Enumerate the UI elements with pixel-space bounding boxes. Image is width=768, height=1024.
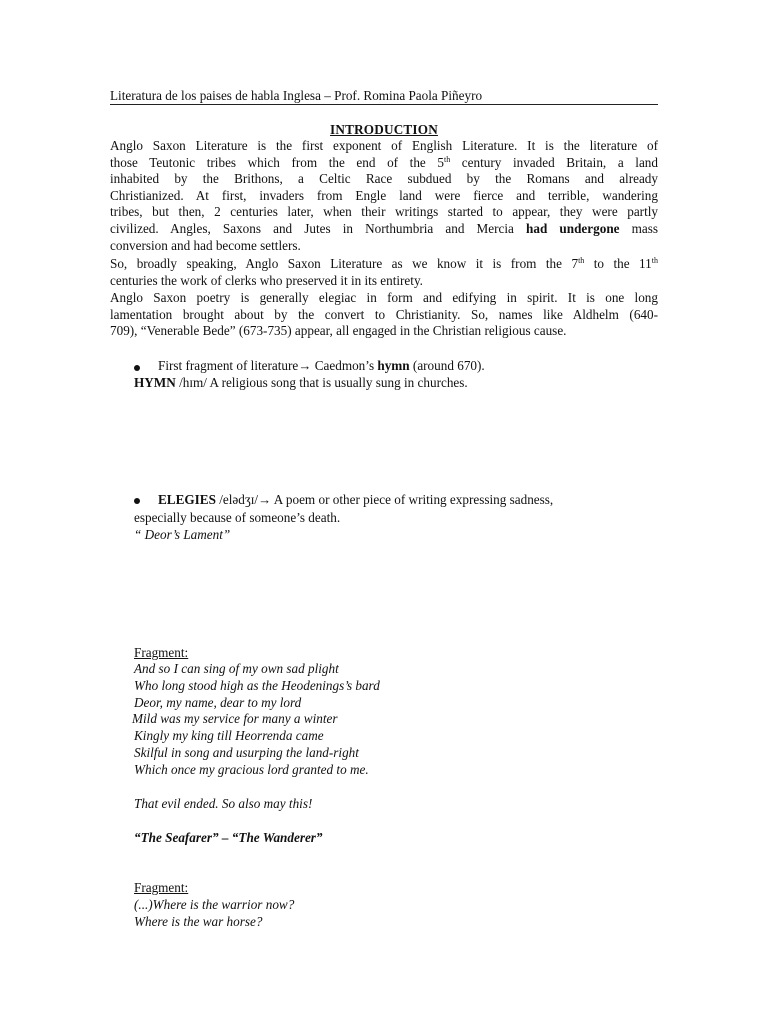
poem-line: Where is the war horse? [134,913,263,929]
fragment-label: Fragment: [134,645,189,660]
poem-line: And so I can sing of my own sad plight [134,661,339,676]
page-title: INTRODUCTION [330,122,438,137]
superscript: th [443,154,451,164]
document-header: Literatura de los paises de habla Inglesa – Prof. Romina Paola Piñeyro [110,88,658,105]
poem-line: Who long stood high as the Heodenings’s bard [134,677,380,693]
text-line: those Teutonic tribes which from the end of the 5th century invaded Britain, a land [110,154,658,170]
poem-line: Which once my gracious lord granted to me. [134,761,369,777]
text-line: Christianized. At first, invaders from Engle land were fierce and terrible, wandering [110,187,658,203]
poem-line: Skilful in song and usurping the land-right [134,744,359,760]
text-line: centuries the work of clerks who preserved it in its entirety. [110,272,423,288]
elegies-definition-continued: especially because of someone’s death. [134,510,341,525]
intro-paragraph-1 [110,138,658,254]
term: ELEGIES [158,492,216,507]
text-line: 709), “Venerable Bede” (673-735) appear, all engaged in the Christian religious cause. [110,323,567,339]
hymn-bullet-text: First fragment of literature→ Caedmon’s hymn (around 670). [158,358,485,373]
intro-paragraph-3 [110,290,658,340]
elegy-example-title: “ Deor’s Lament” [134,527,231,542]
poem-fragment [134,661,380,779]
text-line: So, broadly speaking, Anglo Saxon Literature as we know it is from the 7th to the 11th [110,256,658,271]
text-line: conversion and had become settlers. [110,237,301,253]
hymn-definition: HYMN /hɪm/ A religious song that is usually sung in churches. [134,375,468,390]
emphasis: hymn [377,358,410,373]
text-line: Anglo Saxon poetry is generally elegiac in form and edifying in spirit. It is one long [110,290,658,305]
text-line: tribes, but then, 2 centuries later, when their writings started to appear, they were partly [110,204,658,220]
text-line: civilized. Angles, Saxons and Jutes in Northumbria and Mercia had undergone mass [110,220,659,236]
poem-fragment [134,897,294,931]
text-line: lamentation brought about by the convert to Christianity. So, names like Aldhelm (640- [110,306,658,322]
text-line: Anglo Saxon Literature is the first exponent of English Literature. It is the literature of [110,138,658,153]
intro-paragraph-2 [110,256,658,289]
poem-line: Deor, my name, dear to my lord [134,694,302,710]
text-line: inhabited by the Brithons, a Celtic Race subdued by the Romans and already [110,171,658,187]
term: HYMN [134,375,176,390]
elegies-bullet-text: ELEGIES /elədʒɪ/→ A poem or other piece of writing expressing sadness, [158,492,554,507]
bullet-icon [134,365,140,371]
poem-titles: “The Seafarer” – “The Wanderer” [134,830,323,845]
poem-line: Kingly my king till Heorrenda came [134,728,324,744]
poem-ending: That evil ended. So also may this! [134,796,313,811]
emphasis: had undergone [526,220,620,236]
bullet-icon [134,498,140,504]
poem-line: Mild was my service for many a winter [132,711,338,727]
fragment-label: Fragment: [134,880,189,895]
poem-line: (...)Where is the warrior now? [134,897,295,912]
superscript: th [651,256,658,265]
superscript: th [578,256,585,265]
